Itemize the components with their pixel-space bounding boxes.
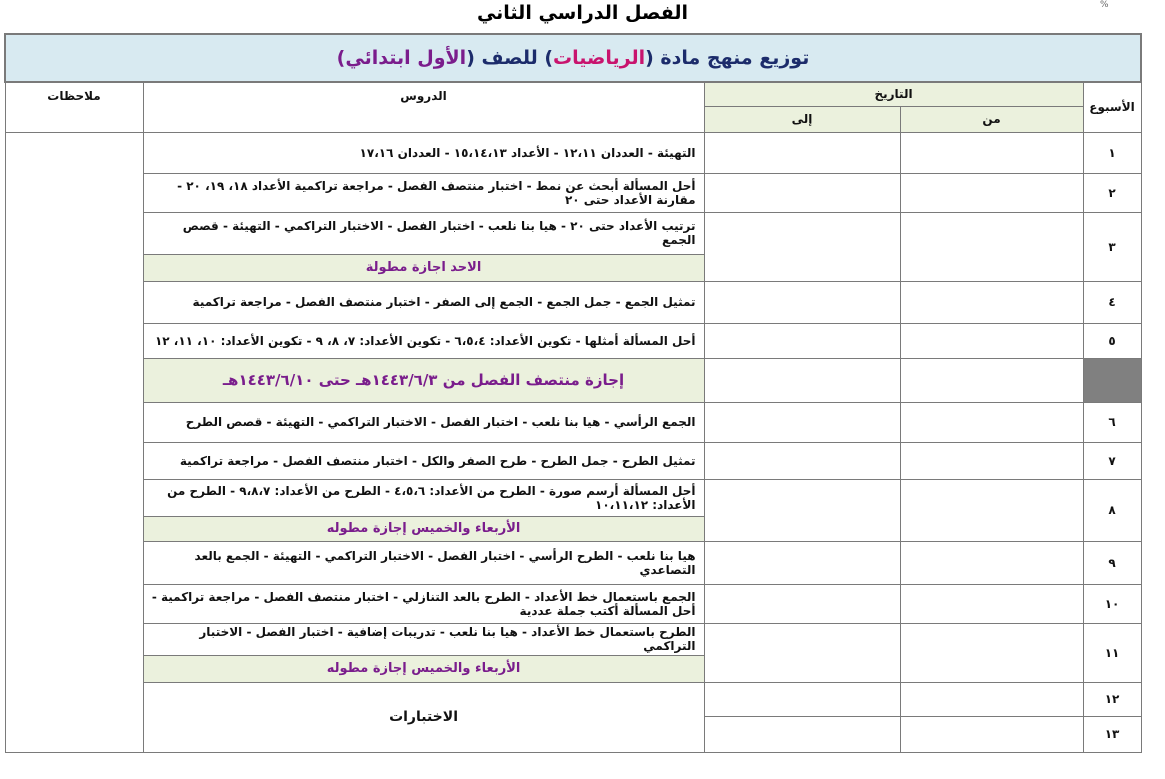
date-to-cell bbox=[704, 442, 900, 479]
table-banner bbox=[5, 34, 1141, 82]
table-row bbox=[5, 173, 1141, 212]
date-from-cell bbox=[900, 402, 1083, 442]
banner-prefix: توزيع منهج مادة ( bbox=[645, 47, 810, 69]
week-number: ٤ bbox=[1083, 281, 1141, 323]
date-from-cell bbox=[900, 716, 1083, 752]
date-from-cell bbox=[900, 358, 1083, 402]
page-title: الفصل الدراسي الثاني bbox=[476, 2, 689, 24]
date-from-cell bbox=[900, 541, 1083, 584]
lesson-cell: تمثيل الجمع - جمل الجمع - الجمع إلى الصفر - اختبار منتصف الفصل - مراجعة تراكمية bbox=[143, 281, 704, 323]
week-number: ٩ bbox=[1083, 541, 1141, 584]
header-from: من bbox=[900, 106, 1083, 132]
midterm-break: إجازة منتصف الفصل من ١٤٤٣/٦/٣هـ حتى ١٤٤٣/٦/١٠هـ bbox=[143, 358, 704, 402]
header-date: التاريخ bbox=[704, 82, 1083, 106]
date-from-cell bbox=[900, 442, 1083, 479]
date-to-cell bbox=[704, 323, 900, 358]
week-number: ٢ bbox=[1083, 173, 1141, 212]
header-week: الأسبوع bbox=[1083, 82, 1141, 132]
header-notes: ملاحظات bbox=[5, 82, 143, 132]
header-lessons: الدروس bbox=[143, 82, 704, 132]
table-row bbox=[5, 682, 1141, 716]
week-number: ١٠ bbox=[1083, 584, 1141, 623]
date-from-cell bbox=[900, 281, 1083, 323]
exams-cell: الاختبارات bbox=[143, 682, 704, 752]
date-to-cell bbox=[704, 584, 900, 623]
date-to-cell bbox=[704, 623, 900, 682]
holiday-note: الاحد اجازة مطولة bbox=[143, 254, 704, 281]
table-row bbox=[5, 323, 1141, 358]
notes-cell bbox=[5, 132, 143, 752]
week-number: ٣ bbox=[1083, 212, 1141, 281]
holiday-note: الأربعاء والخميس إجازة مطوله bbox=[143, 516, 704, 541]
week-number: ٥ bbox=[1083, 323, 1141, 358]
week-number: ٨ bbox=[1083, 479, 1141, 541]
date-to-cell bbox=[704, 358, 900, 402]
date-from-cell bbox=[900, 173, 1083, 212]
date-from-cell bbox=[900, 132, 1083, 173]
lesson-cell: الجمع الرأسي - هيا بنا نلعب - اختبار الفصل - الاختبار التراكمي - التهيئة - قصص الطرح bbox=[143, 402, 704, 442]
table-row bbox=[5, 212, 1141, 254]
lesson-cell: أحل المسألة أبحث عن نمط - اختبار منتصف الفصل - مراجعة تراكمية الأعداد ١٨، ١٩، ٢٠ - مقارنة الأعداد حتى ٢٠ bbox=[143, 173, 704, 212]
banner-subject: الرياضيات bbox=[553, 47, 646, 69]
date-to-cell bbox=[704, 682, 900, 716]
table-row bbox=[5, 541, 1141, 584]
week-number: ١٣ bbox=[1083, 716, 1141, 752]
lesson-cell: الطرح باستعمال خط الأعداد - هيا بنا نلعب - تدريبات إضافية - اختبار الفصل - الاختبار التراكمي bbox=[143, 623, 704, 655]
banner-suffix: ) bbox=[336, 47, 346, 69]
table-row bbox=[5, 132, 1141, 173]
date-from-cell bbox=[900, 623, 1083, 682]
date-to-cell bbox=[704, 173, 900, 212]
table-row bbox=[5, 402, 1141, 442]
holiday-note: الأربعاء والخميس إجازة مطوله bbox=[143, 655, 704, 682]
header-to: إلى bbox=[704, 106, 900, 132]
date-to-cell bbox=[704, 212, 900, 281]
date-from-cell bbox=[900, 323, 1083, 358]
date-to-cell bbox=[704, 281, 900, 323]
date-from-cell bbox=[900, 584, 1083, 623]
lesson-cell: تمثيل الطرح - جمل الطرح - طرح الصفر والكل - اختبار منتصف الفصل - مراجعة تراكمية bbox=[143, 442, 704, 479]
date-to-cell bbox=[704, 716, 900, 752]
week-number: ٧ bbox=[1083, 442, 1141, 479]
table-row bbox=[5, 584, 1141, 623]
date-to-cell bbox=[704, 402, 900, 442]
week-number: ١١ bbox=[1083, 623, 1141, 682]
date-from-cell bbox=[900, 682, 1083, 716]
lesson-cell: أحل المسألة أرسم صورة - الطرح من الأعداد: ٤،٥،٦ - الطرح من الأعداد: ٩،٨،٧ - الطرح من الأعداد: ١٠،١١،١٢ bbox=[143, 479, 704, 516]
date-to-cell bbox=[704, 132, 900, 173]
table-row bbox=[5, 442, 1141, 479]
corner-mark: % bbox=[1100, 0, 1109, 10]
date-to-cell bbox=[704, 479, 900, 541]
table-row bbox=[5, 281, 1141, 323]
banner-middle: ) للصف ( bbox=[466, 47, 554, 69]
table-row bbox=[5, 623, 1141, 655]
date-from-cell bbox=[900, 212, 1083, 281]
table-row bbox=[5, 358, 1141, 402]
table-row bbox=[5, 479, 1141, 516]
lesson-cell: هيا بنا نلعب - الطرح الرأسي - اختبار الفصل - الاختبار التراكمي - التهيئة - الجمع بالعد التصاعدي bbox=[143, 541, 704, 584]
lesson-cell: التهيئة - العددان ١٢،١١ - الأعداد ١٥،١٤،١٣ - العددان ١٧،١٦ bbox=[143, 132, 704, 173]
week-number-empty bbox=[1083, 358, 1141, 402]
date-to-cell bbox=[704, 541, 900, 584]
lesson-cell: الجمع باستعمال خط الأعداد - الطرح بالعد التنازلي - اختبار منتصف الفصل - مراجعة تراكمية - أحل المسألة أكتب جملة عددية bbox=[143, 584, 704, 623]
banner-grade: الأول ابتدائي bbox=[345, 47, 467, 69]
date-from-cell bbox=[900, 479, 1083, 541]
lesson-cell: أحل المسألة أمثلها - تكوين الأعداد: ٦،٥،٤ - تكوين الأعداد: ٧، ٨، ٩ - تكوين الأعداد: ١٠، ١١، ١٢ bbox=[143, 323, 704, 358]
week-number: ١ bbox=[1083, 132, 1141, 173]
lesson-cell: ترتيب الأعداد حتى ٢٠ - هيا بنا نلعب - اختبار الفصل - الاختبار التراكمي - التهيئة - قصص الجمع bbox=[143, 212, 704, 254]
week-number: ٦ bbox=[1083, 402, 1141, 442]
week-number: ١٢ bbox=[1083, 682, 1141, 716]
curriculum-table bbox=[4, 33, 1142, 753]
